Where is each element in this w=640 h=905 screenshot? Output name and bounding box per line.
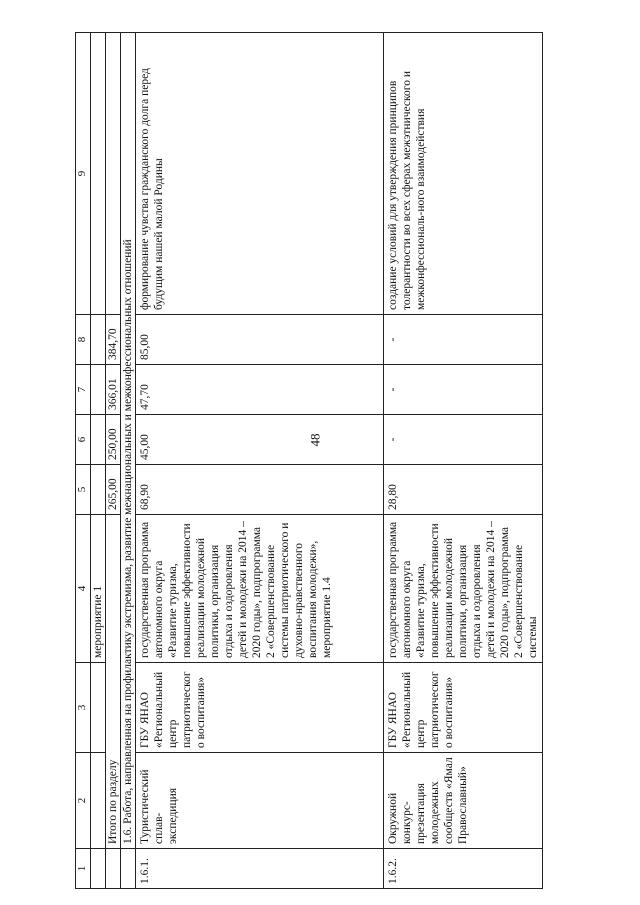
event-row-cell-5: [91, 465, 106, 515]
header-row: [76, 33, 91, 889]
header-col-8: 8: [76, 315, 91, 365]
table-row: [384, 33, 543, 889]
section-row-cell-1: [121, 849, 136, 889]
table-row: [136, 33, 384, 889]
event-row-cell-7: [91, 365, 106, 415]
total-col-7: 366,01: [106, 365, 121, 415]
page-number: 48: [307, 433, 323, 447]
rotated-table-container: [75, 33, 540, 889]
row-col-8: -: [384, 315, 543, 365]
row-event-name: Туристический сплав-экспедиция: [136, 753, 384, 849]
total-row-cell-9: [106, 33, 121, 315]
row-program: государственная программа автономного округа «Развитие туризма, повышение эффективности реализации молодежной политики, организация отдыха и оздоровления детей и молодежи на 2014 – 2020 годы», подпрограмма 2 «Совершенствование системы патриотического и духовно-нравственного воспитания молодежи», мероприятие 1.4: [136, 515, 384, 663]
row-executor: ГБУ ЯНАО «Региональный центр патриотического воспитания»: [136, 663, 384, 753]
header-col-9: 9: [76, 33, 91, 315]
row-col-6: -: [384, 415, 543, 465]
row-col-8: 85,00: [136, 315, 384, 365]
total-row: [106, 33, 121, 889]
row-number: 1.6.1.: [136, 849, 384, 889]
event-row-program: мероприятие 1: [91, 515, 106, 663]
event-row-cell-9: [91, 33, 106, 315]
row-executor: ГБУ ЯНАО «Региональный центр патриотического воспитания»: [384, 663, 543, 753]
row-col-6: 45,00: [136, 415, 384, 465]
total-label: Итого по разделу: [106, 515, 121, 849]
row-event-name: Окружной конкурс-презентация молодежных сообществ «Ямал Православный»: [384, 753, 543, 849]
table-viewport: [75, 33, 540, 889]
section-row: [121, 33, 136, 889]
event-row-cell-2: [91, 753, 106, 849]
header-col-5: 5: [76, 465, 91, 515]
section-title: 1.6. Работа, направленная на профилактику экстремизма, развитие межнациональных и межконфессиональных отношений: [121, 33, 136, 849]
header-col-7: 7: [76, 365, 91, 415]
total-col-6: 250,00: [106, 415, 121, 465]
row-program: государственная программа автономного округа «Развитие туризма, повышение эффективности реализации молодежной политики, организация отдыха и оздоровления детей и молодежи на 2014 – 2020 годы», подпрограмма 2 «Совершенствование системы: [384, 515, 543, 663]
event-row-cell-3: [91, 663, 106, 753]
total-row-cell-1: [106, 849, 121, 889]
row-col-5: 68,90: [136, 465, 384, 515]
header-col-1: 1: [76, 849, 91, 889]
event-row-cell-8: [91, 315, 106, 365]
row-result: создание условий для утверждения принципов толерантности во всех сферах межэтнического и межконфессиональ-ного взаимодействия: [384, 33, 543, 315]
event-row: [91, 33, 106, 889]
row-col-7: 47,70: [136, 365, 384, 415]
total-col-8: 384,70: [106, 315, 121, 365]
row-result: формирование чувства гражданского долга перед будущим нашей малой Родины: [136, 33, 384, 315]
header-col-4: 4: [76, 515, 91, 663]
header-col-6: 6: [76, 415, 91, 465]
event-row-cell-1: [91, 849, 106, 889]
header-col-2: 2: [76, 753, 91, 849]
measures-table: [75, 32, 543, 889]
row-col-5: 28,80: [384, 465, 543, 515]
event-row-cell-6: [91, 415, 106, 465]
total-col-5: 265,00: [106, 465, 121, 515]
row-number: 1.6.2.: [384, 849, 543, 889]
header-col-3: 3: [76, 663, 91, 753]
row-col-7: -: [384, 365, 543, 415]
